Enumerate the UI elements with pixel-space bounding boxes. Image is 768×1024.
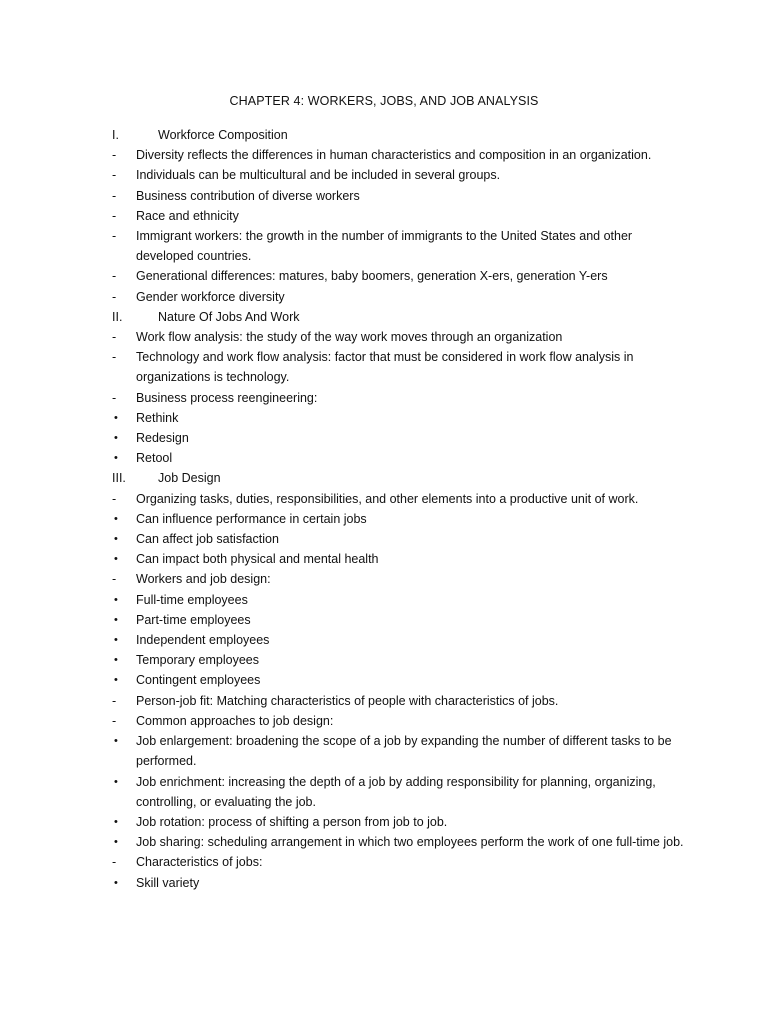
dash-item [112,206,692,226]
bullet-marker: • [114,512,118,525]
bullet-item [112,590,692,610]
dash-marker: - [112,208,117,223]
dash-marker: - [112,330,117,345]
dash-marker: - [112,713,117,728]
line-text: Retool [136,451,173,466]
dash-item [112,489,692,509]
dash-marker: - [112,289,117,304]
section-heading [112,468,692,488]
bullet-marker: • [114,836,118,849]
bullet-item [112,873,692,893]
bullet-marker: • [114,613,118,626]
line-text: Full-time employees [136,592,248,607]
bullet-marker: • [114,775,118,788]
line-text: Rethink [136,410,179,425]
dash-item [112,327,692,347]
line-text: Workers and job design: [136,572,271,587]
dash-marker: - [112,693,117,708]
page-title: CHAPTER 4: WORKERS, JOBS, AND JOB ANALYSIS [229,94,539,108]
line-text: Skill variety [136,875,200,890]
bullet-marker: • [114,593,118,606]
line-text: Immigrant workers: the growth in the number of immigrants to the United States and other developed countries. [136,229,633,264]
bullet-marker: • [114,735,118,748]
bullet-marker: • [114,674,118,687]
bullet-item [112,812,692,832]
bullet-marker: • [114,634,118,647]
section-heading [112,125,692,145]
bullet-item [112,731,692,771]
line-text: Generational differences: matures, baby boomers, generation X-ers, generation Y-ers [136,269,608,284]
dash-item [112,569,692,589]
dash-item [112,186,692,206]
dash-item [112,226,692,266]
bullet-marker: • [114,815,118,828]
dash-marker: - [112,491,117,506]
bullet-item [112,670,692,690]
dash-marker: - [112,168,117,183]
section-number: III. [112,471,126,486]
line-text: Workforce Composition [158,128,288,142]
line-text: Redesign [136,431,189,446]
line-text: Job enrichment: increasing the depth of a job by adding responsibility for planning, organizing, controlling, or evaluating the job. [136,774,656,809]
dash-item [112,711,692,731]
bullet-marker: • [114,411,118,424]
line-text: Can impact both physical and mental health [136,552,379,567]
bullet-item [112,529,692,549]
line-text: Part-time employees [136,612,251,627]
line-text: Job rotation: process of shifting a person from job to job. [136,814,448,829]
dash-item [112,347,692,387]
bullet-item [112,832,692,852]
bullet-item [112,630,692,650]
bullet-marker: • [114,533,118,546]
dash-marker: - [112,390,117,405]
section-number: I. [112,128,119,142]
bullet-item [112,772,692,812]
bullet-item [112,610,692,630]
line-text: Job Design [158,471,221,486]
bullet-item [112,428,692,448]
dash-marker: - [112,855,117,870]
dash-marker: - [112,148,117,163]
line-text: Temporary employees [136,653,259,668]
line-text: Business process reengineering: [136,390,318,405]
line-text: Individuals can be multicultural and be included in several groups. [136,168,501,183]
bullet-marker: • [114,876,118,889]
dash-item [112,691,692,711]
line-text: Common approaches to job design: [136,713,334,728]
line-text: Work flow analysis: the study of the way work moves through an organization [136,330,563,345]
line-text: Characteristics of jobs: [136,855,263,870]
line-text: Nature Of Jobs And Work [158,309,300,324]
line-text: Contingent employees [136,673,261,688]
line-text: Job enlargement: broadening the scope of a job by expanding the number of different tasks to be performed. [136,734,672,769]
dash-item [112,266,692,286]
dash-item [112,287,692,307]
dash-marker: - [112,188,117,203]
line-text: Can influence performance in certain jobs [136,511,367,526]
line-text: Organizing tasks, duties, responsibilities, and other elements into a productive unit of work. [136,491,639,506]
section-number: II. [112,309,123,324]
line-text: Business contribution of diverse workers [136,188,360,203]
bullet-item [112,509,692,529]
dash-item [112,852,692,872]
line-text: Can affect job satisfaction [136,532,279,547]
bullet-item [112,408,692,428]
line-text: Job sharing: scheduling arrangement in which two employees perform the work of one full-time job. [136,835,684,850]
line-text: Technology and work flow analysis: factor that must be considered in work flow analysis in organizations is technology. [136,350,634,385]
dash-item [112,165,692,185]
bullet-marker: • [114,432,118,445]
bullet-marker: • [114,654,118,667]
dash-item [112,388,692,408]
dash-marker: - [112,350,117,365]
bullet-item [112,549,692,569]
outline-list [112,125,692,893]
dash-marker: - [112,269,117,284]
bullet-marker: • [114,553,118,566]
bullet-marker: • [114,452,118,465]
dash-item [112,145,692,165]
section-heading [112,307,692,327]
line-text: Diversity reflects the differences in human characteristics and composition in an organization. [136,148,652,163]
line-text: Independent employees [136,633,270,648]
line-text: Race and ethnicity [136,208,239,223]
line-text: Gender workforce diversity [136,289,285,304]
line-text: Person-job fit: Matching characteristics of people with characteristics of jobs. [136,693,559,708]
dash-marker: - [112,572,117,587]
bullet-item [112,650,692,670]
bullet-item [112,448,692,468]
dash-marker: - [112,229,117,244]
